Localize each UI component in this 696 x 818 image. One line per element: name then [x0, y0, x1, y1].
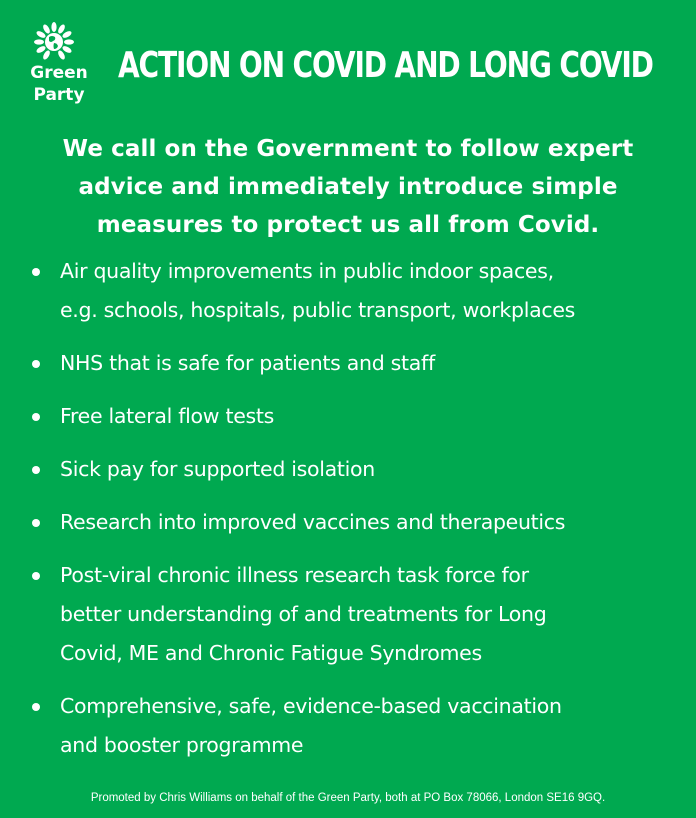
list-item — [28, 344, 688, 383]
bullet-icon — [32, 466, 40, 474]
list-item-text: Sick pay for supported isolation — [60, 457, 375, 481]
intro-line: measures to protect us all from Covid. — [96, 212, 600, 238]
list-item-text: and booster programme — [60, 733, 304, 757]
list-item-text: e.g. schools, hospitals, public transport, workplaces — [60, 298, 576, 322]
list-item-text: Free lateral flow tests — [60, 404, 275, 428]
list-item-text: Covid, ME and Chronic Fatigue Syndromes — [60, 641, 482, 665]
bullet-icon — [32, 703, 40, 711]
bullet-icon — [32, 268, 40, 276]
list-item — [28, 503, 688, 542]
logo-line-party: Party — [33, 85, 85, 105]
list-item — [28, 556, 688, 673]
headline: ACTION ON COVID AND LONG COVID — [118, 45, 653, 86]
logo-line-green: Green — [30, 63, 88, 83]
list-item-text: Comprehensive, safe, evidence-based vaccination — [60, 694, 562, 718]
bullet-icon — [32, 572, 40, 580]
bullet-icon — [32, 413, 40, 421]
logo-wordmark — [20, 62, 98, 106]
green-party-logo — [20, 22, 98, 112]
list-item — [28, 687, 688, 765]
intro-line: advice and immediately introduce simple — [78, 174, 618, 200]
list-item-text: Air quality improvements in public indoor spaces, — [60, 259, 554, 283]
list-item-text: NHS that is safe for patients and staff — [60, 351, 435, 375]
intro-statement — [0, 130, 696, 244]
list-item — [28, 252, 688, 330]
list-item — [28, 450, 688, 489]
bullet-icon — [32, 360, 40, 368]
intro-line: We call on the Government to follow expert — [62, 136, 634, 162]
earth-sunflower-icon — [32, 22, 76, 62]
list-item — [28, 397, 688, 436]
list-item-text: better understanding of and treatments for Long — [60, 602, 547, 626]
bullet-icon — [32, 519, 40, 527]
demands-list — [28, 252, 688, 779]
list-item-text: Post-viral chronic illness research task force for — [60, 563, 529, 587]
list-item-text: Research into improved vaccines and therapeutics — [60, 510, 566, 534]
imprint-footer: Promoted by Chris Williams on behalf of the Green Party, both at PO Box 78066, London SE16 9GQ. — [90, 792, 606, 804]
